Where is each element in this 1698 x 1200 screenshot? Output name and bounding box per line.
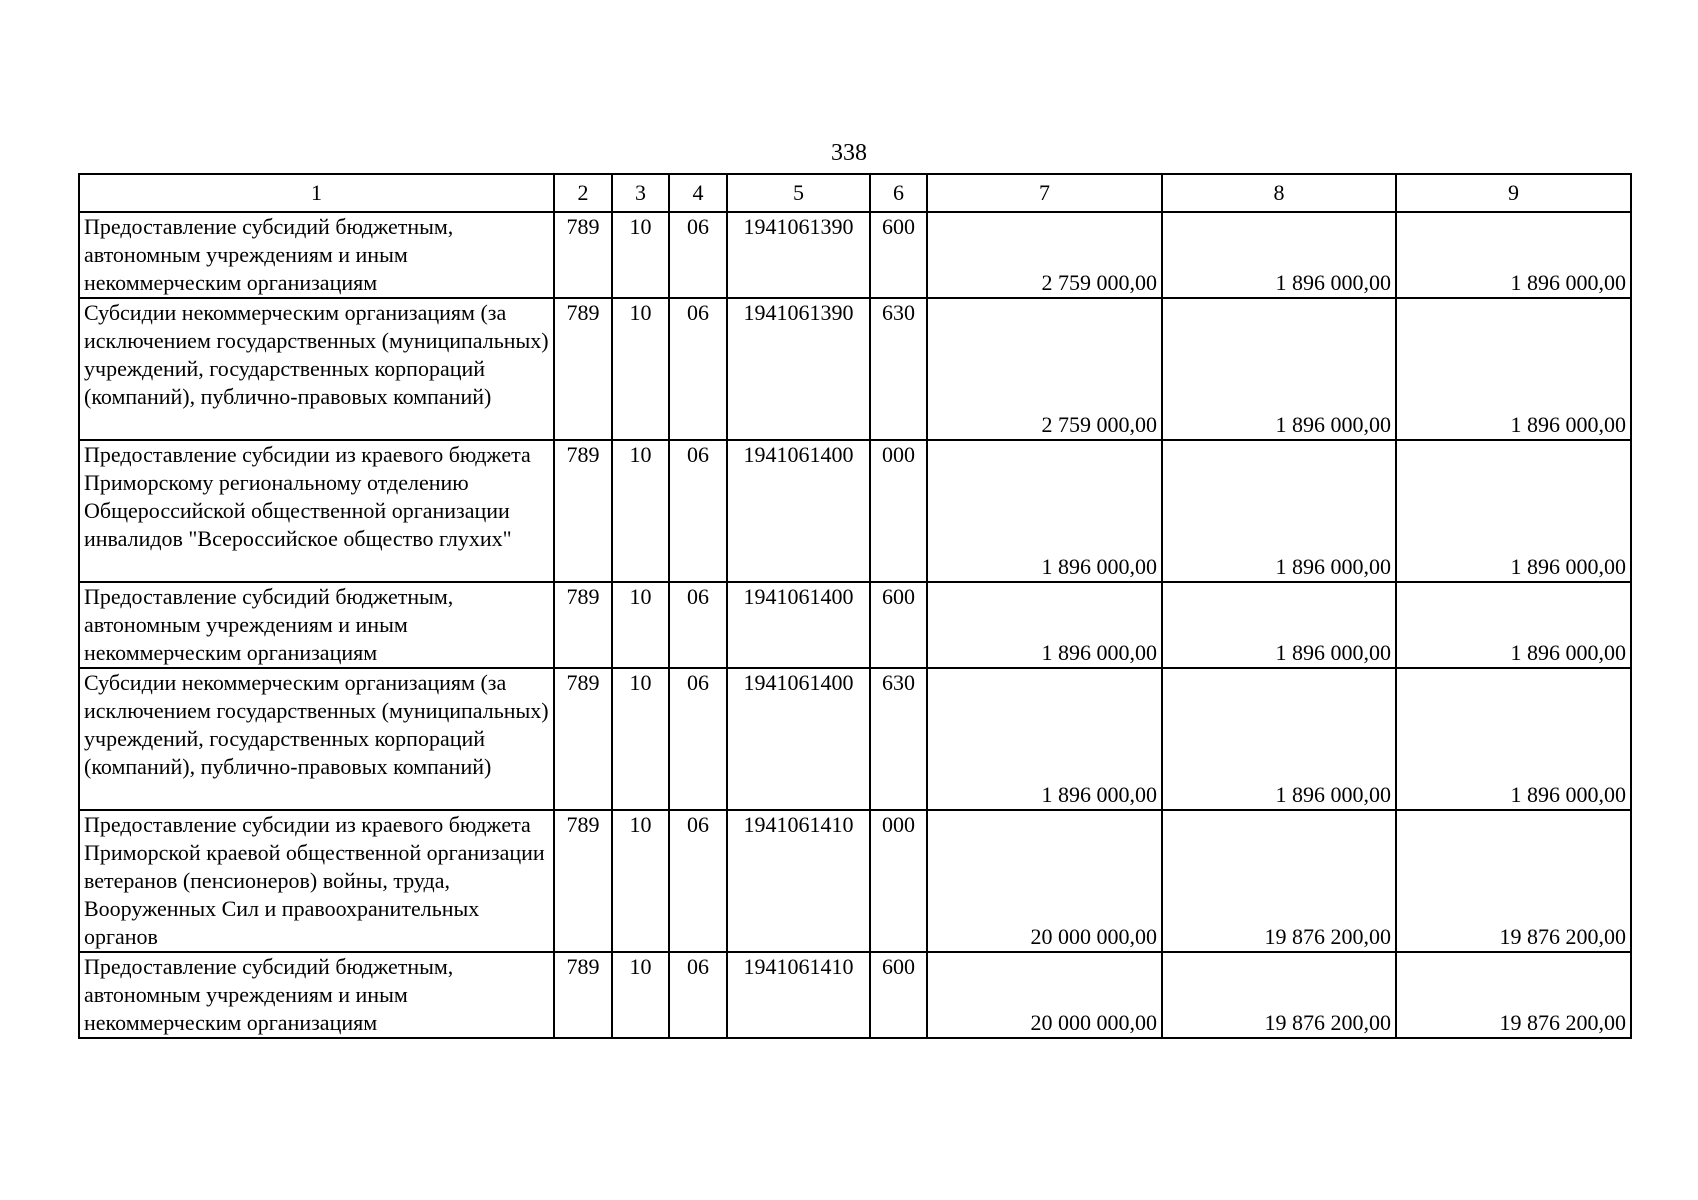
column-header-7: 7 [927,174,1162,212]
code-target-article: 1941061400 [727,582,870,668]
column-header-3: 3 [612,174,669,212]
code-target-article: 1941061400 [727,668,870,810]
table-row [79,952,1631,1038]
table-row [79,440,1631,582]
amount-col7: 1 896 000,00 [927,582,1162,668]
column-header-6: 6 [870,174,927,212]
code-subsection: 06 [669,810,727,952]
amount-col8: 1 896 000,00 [1162,440,1396,582]
amount-col9: 1 896 000,00 [1396,668,1631,810]
code-grbs: 789 [554,810,612,952]
table-row [79,668,1631,810]
row-name: Субсидии некоммерческим организациям (за исключением государственных (муниципальных) учреждений, государственных корпораций (компаний), публично-правовых компаний) [79,298,554,440]
row-name: Предоставление субсидий бюджетным, автономным учреждениям и иным некоммерческим организациям [79,582,554,668]
code-target-article: 1941061390 [727,212,870,298]
column-header-5: 5 [727,174,870,212]
code-subsection: 06 [669,440,727,582]
column-header-2: 2 [554,174,612,212]
amount-col7: 2 759 000,00 [927,298,1162,440]
amount-col8: 1 896 000,00 [1162,212,1396,298]
amount-col7: 20 000 000,00 [927,810,1162,952]
code-grbs: 789 [554,298,612,440]
table-row [79,298,1631,440]
row-name: Субсидии некоммерческим организациям (за исключением государственных (муниципальных) учреждений, государственных корпораций (компаний), публично-правовых компаний) [79,668,554,810]
amount-col8: 1 896 000,00 [1162,582,1396,668]
code-section: 10 [612,440,669,582]
code-section: 10 [612,298,669,440]
table-row [79,212,1631,298]
amount-col7: 1 896 000,00 [927,668,1162,810]
amount-col9: 1 896 000,00 [1396,582,1631,668]
code-target-article: 1941061410 [727,810,870,952]
row-name: Предоставление субсидии из краевого бюджета Приморскому региональному отделению Общероссийской общественной организации инвалидов "Всероссийское общество глухих" [79,440,554,582]
code-grbs: 789 [554,668,612,810]
amount-col8: 19 876 200,00 [1162,810,1396,952]
code-section: 10 [612,952,669,1038]
amount-col9: 1 896 000,00 [1396,440,1631,582]
table-row [79,810,1631,952]
code-expense-type: 600 [870,212,927,298]
column-header-4: 4 [669,174,727,212]
amount-col8: 1 896 000,00 [1162,668,1396,810]
page-number: 338 [831,140,867,166]
code-subsection: 06 [669,952,727,1038]
code-target-article: 1941061390 [727,298,870,440]
column-header-1: 1 [79,174,554,212]
code-grbs: 789 [554,440,612,582]
code-section: 10 [612,810,669,952]
code-expense-type: 600 [870,582,927,668]
code-subsection: 06 [669,582,727,668]
amount-col7: 2 759 000,00 [927,212,1162,298]
code-grbs: 789 [554,212,612,298]
code-target-article: 1941061410 [727,952,870,1038]
amount-col9: 1 896 000,00 [1396,298,1631,440]
code-subsection: 06 [669,298,727,440]
row-name: Предоставление субсидий бюджетным, автономным учреждениям и иным некоммерческим организациям [79,952,554,1038]
code-grbs: 789 [554,582,612,668]
code-target-article: 1941061400 [727,440,870,582]
amount-col7: 20 000 000,00 [927,952,1162,1038]
code-expense-type: 000 [870,810,927,952]
row-name: Предоставление субсидии из краевого бюджета Приморской краевой общественной организации ветеранов (пенсионеров) войны, труда, Вооруженных Сил и правоохранительных органов [79,810,554,952]
code-subsection: 06 [669,212,727,298]
amount-col9: 1 896 000,00 [1396,212,1631,298]
code-section: 10 [612,212,669,298]
amount-col9: 19 876 200,00 [1396,810,1631,952]
column-header-8: 8 [1162,174,1396,212]
code-section: 10 [612,582,669,668]
budget-table [78,173,1632,1039]
amount-col8: 1 896 000,00 [1162,298,1396,440]
row-name: Предоставление субсидий бюджетным, автономным учреждениям и иным некоммерческим организациям [79,212,554,298]
code-subsection: 06 [669,668,727,810]
code-expense-type: 630 [870,298,927,440]
code-grbs: 789 [554,952,612,1038]
amount-col9: 19 876 200,00 [1396,952,1631,1038]
code-expense-type: 000 [870,440,927,582]
code-expense-type: 630 [870,668,927,810]
amount-col7: 1 896 000,00 [927,440,1162,582]
column-header-9: 9 [1396,174,1631,212]
amount-col8: 19 876 200,00 [1162,952,1396,1038]
code-section: 10 [612,668,669,810]
table-row [79,582,1631,668]
header-row [79,174,1631,212]
code-expense-type: 600 [870,952,927,1038]
